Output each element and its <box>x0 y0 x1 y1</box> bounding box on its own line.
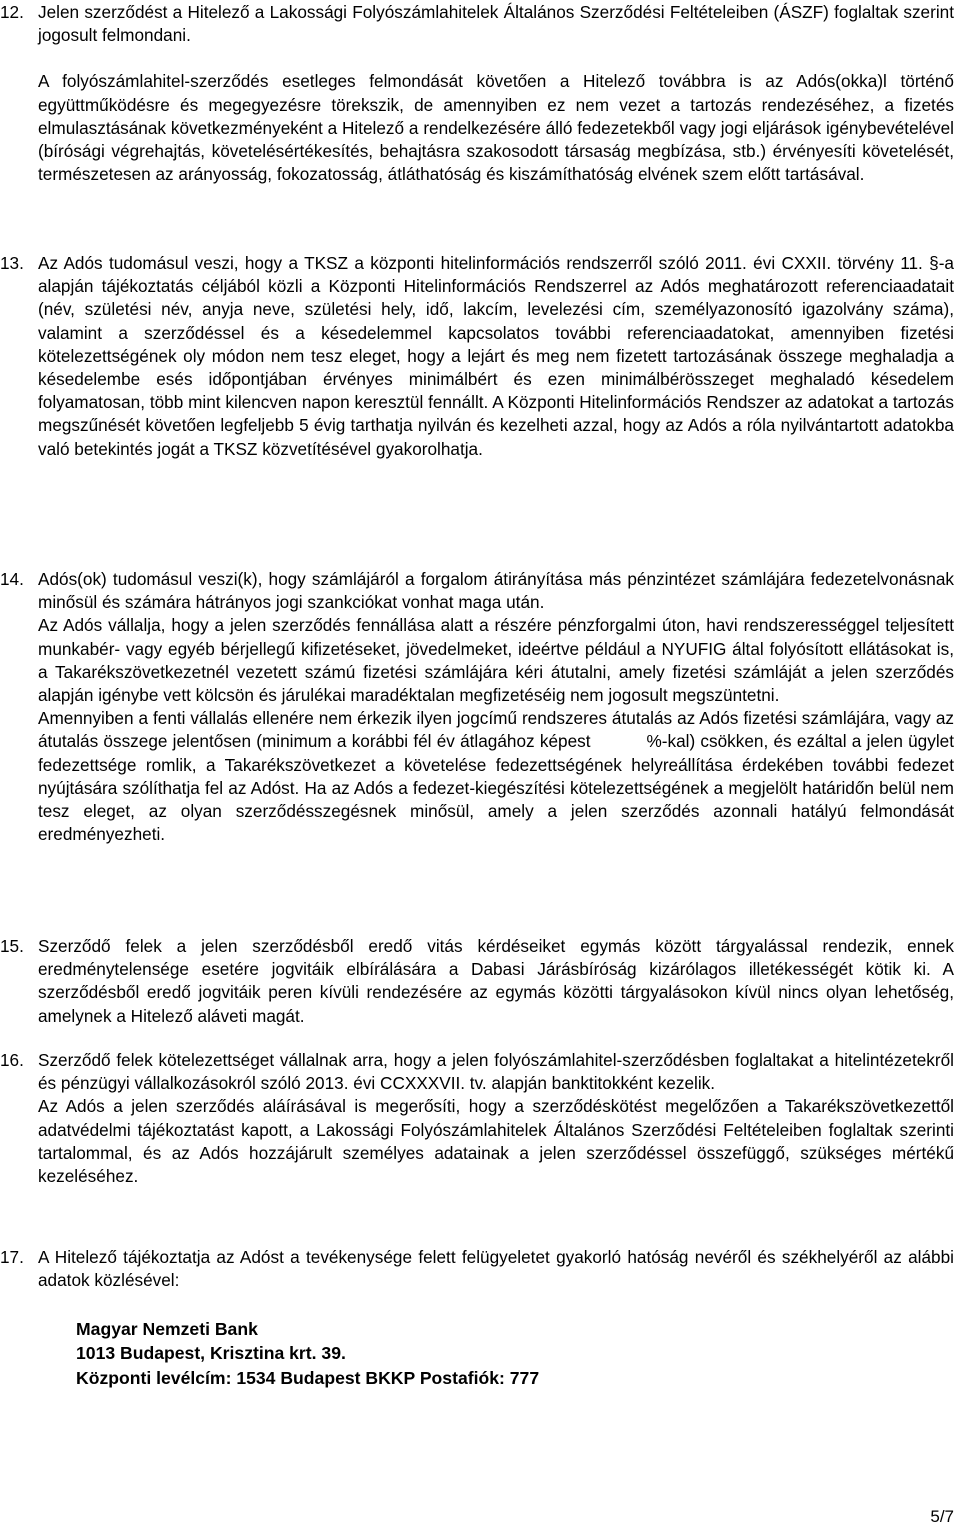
paragraph <box>38 707 954 846</box>
paragraph: Az Adós a jelen szerződés aláírásával is megerősíti, hogy a szerződéskötést megelőzően a Takarékszövetkezettől adatvédelmi tájékoztatást kapott, a Lakossági Folyószámlahitelek Általános Szerződési Feltételeiben foglaltak szerinti tartalommal, és az Adós hozzájárult személyes adatainak a jelen szerződéssel összefüggő, szükséges mértékű kezeléséhez. <box>38 1096 954 1187</box>
section-17 <box>0 1246 954 1292</box>
paragraph: Szerződő felek a jelen szerződésből eredő vitás kérdéseiket egymás között tárgyalással rendezik, ennek eredménytelensége esetére jogvitáik elbírálására a Dabasi Járásbíróság kizárólagos illetékességét kötik ki. A szerződésből eredő jogvitáik peren kívüli rendezésére az egymás közötti tárgyalásokon kívül nincs olyan lehetőség, amelynek a Hitelező aláveti magát. <box>38 936 954 1026</box>
section-number: 15. <box>0 936 24 956</box>
address-line: Magyar Nemzeti Bank <box>76 1319 258 1339</box>
section-14 <box>0 568 954 846</box>
section-number: 14. <box>0 569 24 589</box>
section-13 <box>0 252 954 461</box>
paragraph: Jelen szerződést a Hitelező a Lakossági Folyószámlahitelek Általános Szerződési Feltételeiben (ÁSZF) foglaltak szerint jogosult felmondani. <box>38 2 954 46</box>
paragraph: Az Adós vállalja, hogy a jelen szerződés fennállása alatt a részére pénzforgalmi úton, havi rendszerességgel teljesített munkabér- vagy egyéb bérjellegű kifizetéseket, jövedelmeket, ideértve például a NYUFIG által folyósított ellátásokat is, a Takarékszövetkezetnél vezetett számú fizetési számlájára kéri átutalni, amely fizetési számláját a jelen szerződés alapján igénybe vett kölcsön és járulékai maradéktalan megfizetéséig nem jogosult megszüntetni. <box>38 615 954 706</box>
section-number: 17. <box>0 1247 24 1267</box>
paragraph: A folyószámlahitel-szerződés esetleges felmondását követően a Hitelező továbbra is az Adós(okka)l történő együttműködésre és megegyezésre törekszik, de amennyiben ez nem vezet a tartozás rendezéséhez, a fizetés elmulasztásának következményeként a Hitelező a rendelkezésére álló fedezetekből vagy jogi eljárások igénybevételével (bírósági végrehajtás, követelésértékesítés, behajtásra szakosodott társaság megbízása, stb.) érvényesíti követelését, természetesen az arányosság, fokozatosság, átláthatóság és kiszámíthatóság elvének szem előtt tartásával. <box>38 71 954 185</box>
paragraph: Adós(ok) tudomásul veszi(k), hogy számlájáról a forgalom átirányítása más pénzintézet számlájára fedezetelvonásnak minősül és számára hátrányos jogi szankciókat vonhat maga után. <box>38 569 954 613</box>
section-15 <box>0 935 954 1028</box>
section-number: 13. <box>0 253 24 273</box>
address-line: Központi levélcím: 1534 Budapest BKKP Postafiók: 777 <box>76 1367 540 1388</box>
section-16 <box>0 1049 954 1188</box>
paragraph: Szerződő felek kötelezettséget vállalnak arra, hogy a jelen folyószámlahitel-szerződésben foglaltakat a hitelintézetekről és pénzügyi vállalkozásokról szóló 2013. évi CCXXXVII. tv. alapján banktitokként kezelik. <box>38 1050 954 1094</box>
address-line: 1013 Budapest, Krisztina krt. 39. <box>76 1343 346 1364</box>
section-12 <box>0 1 954 186</box>
page-number: 5/7 <box>930 1507 954 1526</box>
paragraph-part: Amennyiben a fenti vállalás ellenére nem érkezik ilyen jogcímű rendszeres átutalás az Adós fizetési számlájára, vagy az átutalás összege jelentősen (minimum a korábbi fél év átlagához képest <box>38 708 954 752</box>
authority-address <box>76 1317 539 1390</box>
paragraph-part: %-kal) csökken, és ezáltal a jelen ügylet fedezettsége romlik, a Takarékszövetkezet a követelése fedezettségének helyreállítása érdekében további fedezet nyújtására szólíthatja fel az Adóst. Ha az Adós a fedezet-kiegészítési kötelezettségének a megjelölt határidőn belül nem tesz eleget, az olyan szerződésszegésnek minősül, amely a jelen szerződés azonnali hatályú felmondását eredményezheti. <box>38 731 954 845</box>
section-number: 12. <box>0 2 24 22</box>
paragraph: A Hitelező tájékoztatja az Adóst a tevékenysége felett felügyeletet gyakorló hatóság nevéről és székhelyéről az alábbi adatok közlésével: <box>38 1247 954 1291</box>
section-number: 16. <box>0 1050 24 1070</box>
paragraph: Az Adós tudomásul veszi, hogy a TKSZ a központi hitelinformációs rendszerről szóló 2011. évi CXXII. törvény 11. §-a alapján tájékoztatás céljából közli a Központi Hitelinformációs Rendszerrel az Adós meghatározott referenciaadatait (név, születési név, anyja neve, születési hely, idő, lakcím, levelezési cím, személyazonosító igazolvány száma), valamint a szerződéssel és a késedelemmel kapcsolatos további referenciaadatokat, amennyiben fizetési kötelezettségének oly módon nem tesz eleget, hogy a lejárt és meg nem fizetett tartozásának összege meghaladja a késedelembe esés időpontjában érvényes minimálbért és ezen minimálbérösszeget meghaladó késedelem folyamatosan, több mint kilencven napon keresztül fennállt. A Központi Hitelinformációs Rendszer az adatokat a tartozás megszűnését követően legfeljebb 5 évig tarthatja nyilván és kezelheti azzal, hogy az Adós a róla nyilvántartott adatokba való betekintés jogát a TKSZ közvetítésével gyakorolhatja. <box>38 253 954 459</box>
